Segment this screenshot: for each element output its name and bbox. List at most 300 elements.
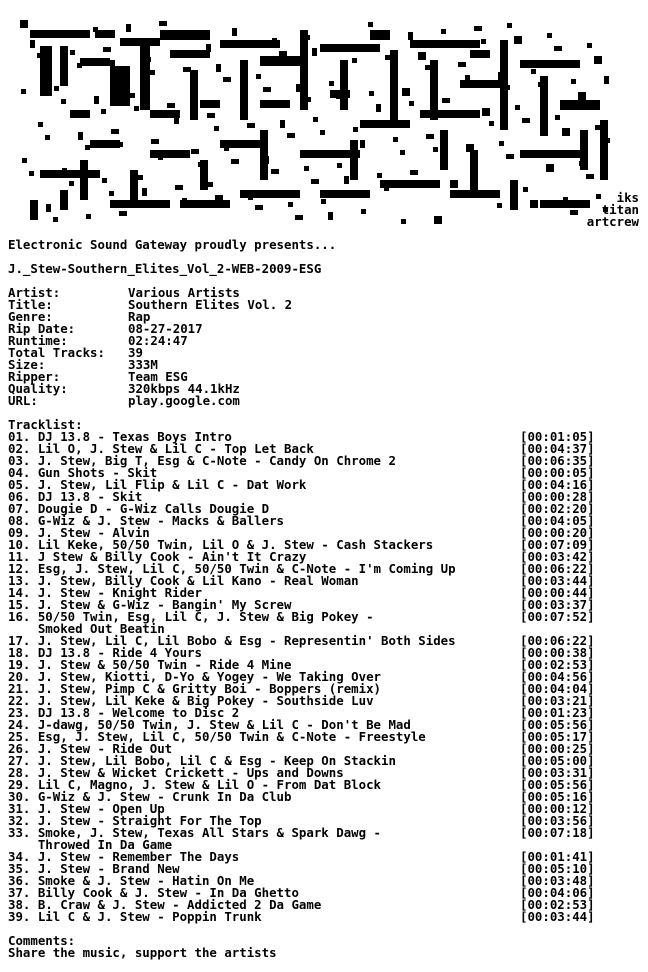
ascii-art-dot	[522, 118, 530, 123]
ascii-art-dot	[400, 150, 405, 155]
ascii-art-dot	[151, 139, 159, 144]
ascii-art-block	[170, 50, 210, 58]
ascii-art-dot	[94, 96, 99, 104]
ascii-art-dot	[344, 176, 349, 184]
ascii-art-block	[200, 100, 220, 108]
track-time: [00:03:48]	[520, 873, 595, 888]
ascii-art-logo	[0, 0, 648, 240]
ascii-art-dot	[247, 123, 255, 128]
track-time: [00:05:16]	[520, 789, 595, 804]
track-title: 18. DJ 13.8 - Ride 4 Yours	[8, 645, 202, 660]
comments-text: Share the music, support the artists	[8, 945, 277, 960]
ascii-art-dot	[232, 28, 237, 36]
track-time: [00:02:53]	[520, 657, 595, 672]
ascii-art-dot	[352, 58, 357, 63]
ascii-art-dot	[498, 72, 506, 80]
ascii-art-block	[320, 44, 380, 52]
ascii-art-dot	[86, 214, 91, 219]
ascii-art-block	[440, 130, 448, 170]
track-time: [00:03:44]	[520, 909, 595, 924]
ascii-art-dot	[441, 29, 446, 34]
track-title: 29. Lil C, Magno, J. Stew & Lil O - From Dat Block	[8, 777, 381, 792]
track-title: 04. Gun Shots - Skit	[8, 465, 158, 480]
info-value: 02:24:47	[128, 333, 188, 348]
ascii-art-dot	[313, 117, 318, 122]
ascii-art-dot	[320, 130, 325, 135]
info-value: Team ESG	[128, 369, 188, 384]
track-title: 03. J. Stew, Big T, Esg & C-Note - Candy On Chrome 2	[8, 453, 396, 468]
ascii-art-dot	[499, 141, 504, 146]
ascii-art-block	[370, 30, 390, 40]
info-key: Size:	[8, 357, 46, 372]
info-value: 333M	[128, 357, 158, 372]
ascii-art-dot	[279, 51, 287, 56]
ascii-art-dot	[54, 86, 59, 91]
ascii-art-dot	[490, 190, 498, 195]
ascii-art-dot	[61, 99, 66, 104]
ascii-art-dot	[102, 178, 107, 183]
ascii-art-dot	[523, 187, 528, 192]
info-value: Various Artists	[128, 285, 240, 300]
track-title: 16. 50/50 Twin, Esg, Lil C, J. Stew & Big Pokey - Smoked Out Beatin	[8, 609, 374, 636]
info-value: play.google.com	[128, 393, 240, 408]
ascii-art-dot	[126, 24, 131, 32]
ascii-art-dot	[21, 89, 26, 94]
track-title: 05. J. Stew, Lil Flip & Lil C - Dat Work	[8, 477, 307, 492]
ascii-art-dot	[183, 67, 191, 72]
track-time: [00:07:18]	[520, 825, 595, 840]
info-key: Artist:	[8, 285, 61, 300]
ascii-art-dot	[360, 140, 365, 148]
track-title: 09. J. Stew - Alvin	[8, 525, 150, 540]
ascii-art-dot	[392, 68, 397, 76]
ascii-art-dot	[182, 198, 187, 203]
ascii-art-dot	[329, 81, 334, 86]
ascii-art-dot	[199, 31, 207, 36]
ascii-art-block	[30, 200, 38, 220]
track-time: [00:00:44]	[520, 585, 595, 600]
track-time: [00:07:09]	[520, 537, 595, 552]
ascii-art-block	[520, 150, 580, 158]
ascii-art-dot	[474, 26, 482, 31]
ascii-art-dot	[393, 137, 398, 142]
ascii-art-dot	[473, 157, 478, 162]
track-time: [00:00:05]	[520, 465, 595, 480]
track-title: 23. DJ 13.8 - Welcome to Disc 2	[8, 705, 240, 720]
ascii-art-dot	[280, 120, 285, 128]
ascii-art-dot	[159, 21, 167, 26]
ascii-art-dot	[272, 38, 277, 43]
track-title: 33. Smoke, J. Stew, Texas All Stars & Spark Dawg - Throwed In Da Game	[8, 825, 381, 852]
ascii-art-block	[380, 180, 440, 188]
ascii-art-dot	[328, 212, 333, 220]
ascii-art-block	[260, 130, 268, 180]
ascii-art-dot	[22, 158, 27, 163]
track-time: [00:03:37]	[520, 597, 595, 612]
ascii-art-dot	[377, 173, 382, 178]
ascii-art-dot	[563, 197, 568, 202]
ascii-art-block	[470, 50, 490, 58]
track-title: 27. J. Stew, Lil Bobo, Lil C & Esg - Keep On Stackin	[8, 753, 396, 768]
ascii-art-dot	[216, 64, 221, 72]
ascii-art-dot	[264, 156, 269, 164]
ascii-art-dot	[224, 146, 229, 151]
ascii-art-dot	[321, 199, 326, 204]
ascii-art-dot	[409, 101, 414, 106]
ascii-art-dot	[507, 23, 512, 28]
ascii-art-dot	[239, 41, 247, 46]
ascii-art-dot	[579, 161, 584, 166]
ascii-art-dot	[369, 91, 374, 96]
ascii-art-dot	[505, 85, 510, 90]
info-value: Rap	[128, 309, 151, 324]
track-title: 36. Smoke & J. Stew - Hatin On Me	[8, 873, 255, 888]
ascii-art-dot	[62, 168, 67, 176]
ascii-art-dot	[198, 162, 203, 167]
track-time: [00:03:42]	[520, 549, 595, 564]
ascii-art-dot	[256, 74, 261, 79]
ascii-art-dot	[531, 69, 536, 74]
ascii-art-dot	[418, 52, 426, 60]
ascii-art-dot	[295, 215, 303, 220]
info-key: Genre:	[8, 309, 53, 324]
track-title: 24. J-dawg, 50/50 Twin, J. Stew & Lil C - Don't Be Mad	[8, 717, 411, 732]
ascii-art-dot	[206, 44, 211, 52]
track-time: [00:05:10]	[520, 861, 595, 876]
ascii-art-dot	[337, 163, 342, 168]
comments-label: Comments:	[8, 933, 76, 948]
ascii-art-block	[140, 40, 150, 110]
track-title: 19. J. Stew & 50/50 Twin - Ride 4 Mine	[8, 657, 292, 672]
ascii-art-block	[360, 120, 410, 128]
ascii-art-block	[460, 80, 500, 88]
track-time: [00:04:06]	[520, 885, 595, 900]
ascii-art-block	[300, 150, 360, 158]
ascii-art-dot	[215, 195, 223, 200]
track-time: [00:05:17]	[520, 729, 595, 744]
ascii-art-block	[260, 100, 290, 108]
ascii-art-dot	[77, 63, 82, 68]
ascii-art-dot	[571, 79, 576, 84]
ascii-art-dot	[562, 128, 570, 136]
ascii-art-block	[95, 30, 115, 38]
ascii-art-dot	[538, 82, 546, 87]
track-time: [00:06:22]	[520, 633, 595, 648]
track-title: 28. J. Stew & Wicket Crickett - Ups and Downs	[8, 765, 344, 780]
ascii-art-block	[80, 58, 110, 66]
ascii-art-dot	[353, 127, 358, 132]
track-time: [00:00:12]	[520, 801, 595, 816]
track-time: [00:03:31]	[520, 765, 595, 780]
track-title: 32. J. Stew - Straight For The Top	[8, 813, 262, 828]
track-title: 07. Dougie D - G-Wiz Calls Dougie D	[8, 501, 270, 516]
track-time: [00:00:25]	[520, 741, 595, 756]
track-time: [00:06:22]	[520, 561, 595, 576]
ascii-art-block	[110, 66, 130, 106]
track-title: 06. DJ 13.8 - Skit	[8, 489, 143, 504]
ascii-art-dot	[255, 205, 263, 210]
credit-line: artcrew	[586, 214, 639, 229]
ascii-art-dot	[20, 20, 28, 28]
ascii-art-dot	[263, 87, 271, 92]
ascii-art-dot	[539, 151, 544, 156]
ascii-art-dot	[103, 47, 111, 52]
ascii-art-dot	[46, 204, 51, 212]
ascii-art-dot	[368, 22, 373, 27]
info-value: 08-27-2017	[128, 321, 203, 336]
ascii-art-dot	[361, 209, 366, 214]
ascii-art-dot	[595, 125, 600, 130]
ascii-art-dot	[466, 144, 474, 152]
track-time: [00:04:16]	[520, 477, 595, 492]
ascii-art-dot	[117, 73, 122, 78]
ascii-art-block	[110, 200, 170, 208]
ascii-art-dot	[174, 116, 179, 124]
ascii-art-dot	[481, 39, 486, 44]
ascii-art-dot	[118, 142, 123, 147]
track-time: [00:04:56]	[520, 669, 595, 684]
ascii-art-dot	[93, 27, 98, 32]
info-value: Southern Elites Vol. 2	[128, 297, 293, 312]
track-time: [00:07:52]	[520, 609, 595, 624]
ascii-art-dot	[271, 169, 279, 174]
release-name: J._Stew-Southern_Elites_Vol_2-WEB-2009-ESG	[8, 261, 322, 276]
track-title: 13. J. Stew, Billy Cook & Lil Kano - Real Woman	[8, 573, 359, 588]
ascii-art-dot	[555, 115, 560, 120]
ascii-art-dot	[85, 145, 90, 150]
ascii-art-dot	[554, 46, 562, 51]
track-title: 35. J. Stew - Brand New	[8, 861, 180, 876]
ascii-art-block	[90, 140, 120, 148]
ascii-art-dot	[127, 93, 135, 98]
info-key: Ripper:	[8, 369, 61, 384]
ascii-art-dot	[175, 185, 183, 190]
ascii-art-block	[260, 56, 300, 66]
ascii-art-dot	[38, 122, 43, 127]
ascii-art-dot	[384, 186, 389, 191]
ascii-art-dot	[587, 43, 592, 48]
info-key: Runtime:	[8, 333, 68, 348]
track-time: [00:03:21]	[520, 693, 595, 708]
info-value: 39	[128, 345, 143, 360]
ascii-art-dot	[135, 175, 143, 180]
ascii-art-dot	[402, 88, 410, 96]
art-credits	[587, 192, 639, 228]
track-title: 25. Esg, J. Stew, Lil C, 50/50 Twin & C-Note - Freestyle	[8, 729, 426, 744]
info-key: Quality:	[8, 381, 68, 396]
ascii-art-dot	[288, 202, 293, 207]
ascii-art-dot	[45, 135, 50, 140]
track-time: [00:06:35]	[520, 453, 595, 468]
ascii-art-dot	[158, 152, 163, 160]
track-time: [00:04:37]	[520, 441, 595, 456]
track-time: [00:01:23]	[520, 705, 595, 720]
track-time: [00:05:00]	[520, 753, 595, 768]
ascii-art-dot	[385, 55, 390, 60]
ascii-art-dot	[410, 170, 418, 175]
ascii-art-dot	[604, 76, 609, 84]
ascii-art-block	[390, 50, 398, 120]
ascii-art-dot	[30, 40, 35, 48]
ascii-art-block	[600, 120, 608, 180]
track-time: [00:00:20]	[520, 525, 595, 540]
info-key: Total Tracks:	[8, 345, 105, 360]
ascii-art-block	[40, 170, 100, 178]
track-title: 30. G-Wiz & J. Stew - Crunk In Da Club	[8, 789, 292, 804]
ascii-art-dot	[296, 84, 301, 92]
ascii-art-dot	[449, 111, 454, 116]
ascii-art-dot	[304, 166, 309, 171]
info-value: 320kbps 44.1kHz	[128, 381, 240, 396]
track-title: 26. J. Stew - Ride Out	[8, 741, 173, 756]
track-title: 21. J. Stew, Pimp C & Gritty Boi - Boppers (remix)	[8, 681, 381, 696]
ascii-art-dot	[29, 171, 34, 176]
ascii-art-dot	[119, 211, 127, 216]
ascii-art-dot	[305, 35, 310, 40]
track-time: [00:02:53]	[520, 897, 595, 912]
ascii-art-dot	[547, 33, 552, 38]
info-key: Title:	[8, 297, 53, 312]
ascii-art-dot	[190, 80, 195, 88]
track-time: [00:01:41]	[520, 849, 595, 864]
credit-line: titan	[601, 202, 639, 217]
ascii-art-block	[470, 150, 478, 190]
ascii-art-dot	[53, 217, 58, 222]
ascii-art-dot	[207, 113, 215, 118]
ascii-art-dot	[110, 60, 115, 68]
ascii-art-dot	[109, 191, 114, 196]
ascii-art-dot	[69, 181, 74, 186]
ascii-art-block	[350, 140, 358, 180]
ascii-art-dot	[433, 147, 438, 152]
ascii-art-dot	[134, 106, 139, 111]
ascii-art-dot	[514, 36, 522, 44]
ascii-art-dot	[223, 77, 231, 82]
ascii-art-block	[150, 150, 190, 158]
ascii-art-dot	[101, 109, 106, 114]
ascii-art-dot	[376, 104, 381, 112]
track-time: [00:04:05]	[520, 513, 595, 528]
track-time: [00:00:38]	[520, 645, 595, 660]
ascii-art-dot	[37, 53, 42, 58]
ascii-art-block	[70, 110, 90, 118]
track-title: 15. J. Stew & G-Wiz - Bangin' My Screw	[8, 597, 292, 612]
track-time: [00:01:05]	[520, 429, 595, 444]
track-title: 22. J. Stew, Lil Keke & Big Pokey - Southside Luv	[8, 693, 374, 708]
ascii-art-dot	[78, 132, 83, 140]
ascii-art-block	[30, 30, 90, 38]
ascii-art-dot	[191, 149, 199, 154]
track-title: 12. Esg, J. Stew, Lil C, 50/50 Twin & C-Note - I'm Coming Up	[8, 561, 456, 576]
ascii-art-dot	[586, 174, 594, 179]
track-title: 20. J. Stew, Kiotti, D-Yo & Yogey - We Taking Over	[8, 669, 381, 684]
track-title: 14. J. Stew - Knight Rider	[8, 585, 202, 600]
ascii-art-dot	[417, 183, 422, 188]
ascii-art-block	[340, 60, 348, 110]
ascii-art-dot	[70, 50, 75, 55]
track-time: [00:04:04]	[520, 681, 595, 696]
ascii-art-dot	[442, 98, 450, 103]
ascii-art-dot	[143, 57, 151, 62]
ascii-art-dot	[546, 164, 554, 172]
ascii-art-dot	[311, 179, 319, 184]
ascii-art-dot	[482, 108, 490, 116]
ascii-art-dot	[287, 133, 295, 138]
ascii-art-block	[60, 46, 68, 86]
ascii-art-dot	[240, 110, 245, 115]
track-title: 08. G-Wiz & J. Stew - Macks & Ballers	[8, 513, 285, 528]
track-time: [00:03:56]	[520, 813, 595, 828]
track-time: [00:03:44]	[520, 573, 595, 588]
ascii-art-dot	[312, 48, 317, 56]
ascii-art-dot	[142, 188, 147, 196]
ascii-art-dot	[426, 134, 434, 139]
ascii-art-block	[60, 190, 68, 210]
ascii-art-dot	[578, 92, 586, 100]
credit-line: iks	[616, 190, 639, 205]
ascii-art-dot	[345, 45, 350, 50]
track-title: 37. Billy Cook & J. Stew - In Da Ghetto	[8, 885, 299, 900]
track-title: 11. J Stew & Billy Cook - Ain't It Crazy	[8, 549, 307, 564]
ascii-art-dot	[336, 94, 341, 99]
track-title: 39. Lil C & J. Stew - Poppin Trunk	[8, 909, 262, 924]
ascii-art-dot	[594, 56, 602, 64]
ascii-art-block	[320, 190, 370, 198]
ascii-art-block	[510, 180, 518, 210]
ascii-art-dot	[457, 193, 462, 198]
ascii-art-dot	[570, 210, 578, 215]
track-time: [00:05:56]	[520, 777, 595, 792]
ascii-art-block	[80, 160, 88, 200]
ascii-art-dot	[530, 200, 538, 208]
track-title: 38. B. Craw & J. Stew - Addicted 2 Da Game	[8, 897, 322, 912]
ascii-art-dot	[303, 97, 311, 102]
track-title: 01. DJ 13.8 - Texas Boys Intro	[8, 429, 232, 444]
ascii-art-block	[410, 40, 480, 48]
ascii-art-dot	[450, 180, 458, 188]
ascii-art-dot	[401, 219, 406, 224]
ascii-art-dot	[111, 129, 119, 134]
ascii-art-dot	[231, 159, 239, 164]
presents-line: Electronic Sound Gateway proudly presents...	[8, 237, 337, 252]
ascii-art-dot	[408, 32, 413, 40]
ascii-art-dot	[150, 70, 155, 75]
track-time: [00:05:56]	[520, 717, 595, 732]
track-title: 02. Lil O, J. Stew & Lil C - Top Let Back	[8, 441, 314, 456]
ascii-art-block	[520, 60, 580, 68]
track-title: 17. J. Stew, Lil C, Lil Bobo & Esg - Representin' Both Sides	[8, 633, 456, 648]
ascii-art-dot	[515, 105, 520, 110]
ascii-art-block	[560, 100, 600, 110]
tracklist-label: Tracklist:	[8, 417, 83, 432]
ascii-art-block	[180, 200, 230, 208]
ascii-art-block	[190, 70, 198, 120]
track-title: 34. J. Stew - Remember The Days	[8, 849, 240, 864]
track-time: [00:02:20]	[520, 501, 595, 516]
ascii-art-dot	[425, 65, 430, 70]
track-title: 10. Lil Keke, 50/50 Twin, Lil O & J. Stew - Cash Stackers	[8, 537, 434, 552]
ascii-art-dot	[506, 154, 514, 159]
track-time: [00:00:28]	[520, 489, 595, 504]
ascii-art-dot	[458, 62, 466, 67]
ascii-art-dot	[465, 75, 470, 80]
track-title: 31. J. Stew - Open Up	[8, 801, 165, 816]
ascii-art-block	[220, 40, 280, 48]
ascii-art-dot	[167, 103, 175, 108]
ascii-art-dot	[489, 121, 494, 126]
info-key: Rip Date:	[8, 321, 76, 336]
info-key: URL:	[8, 393, 38, 408]
